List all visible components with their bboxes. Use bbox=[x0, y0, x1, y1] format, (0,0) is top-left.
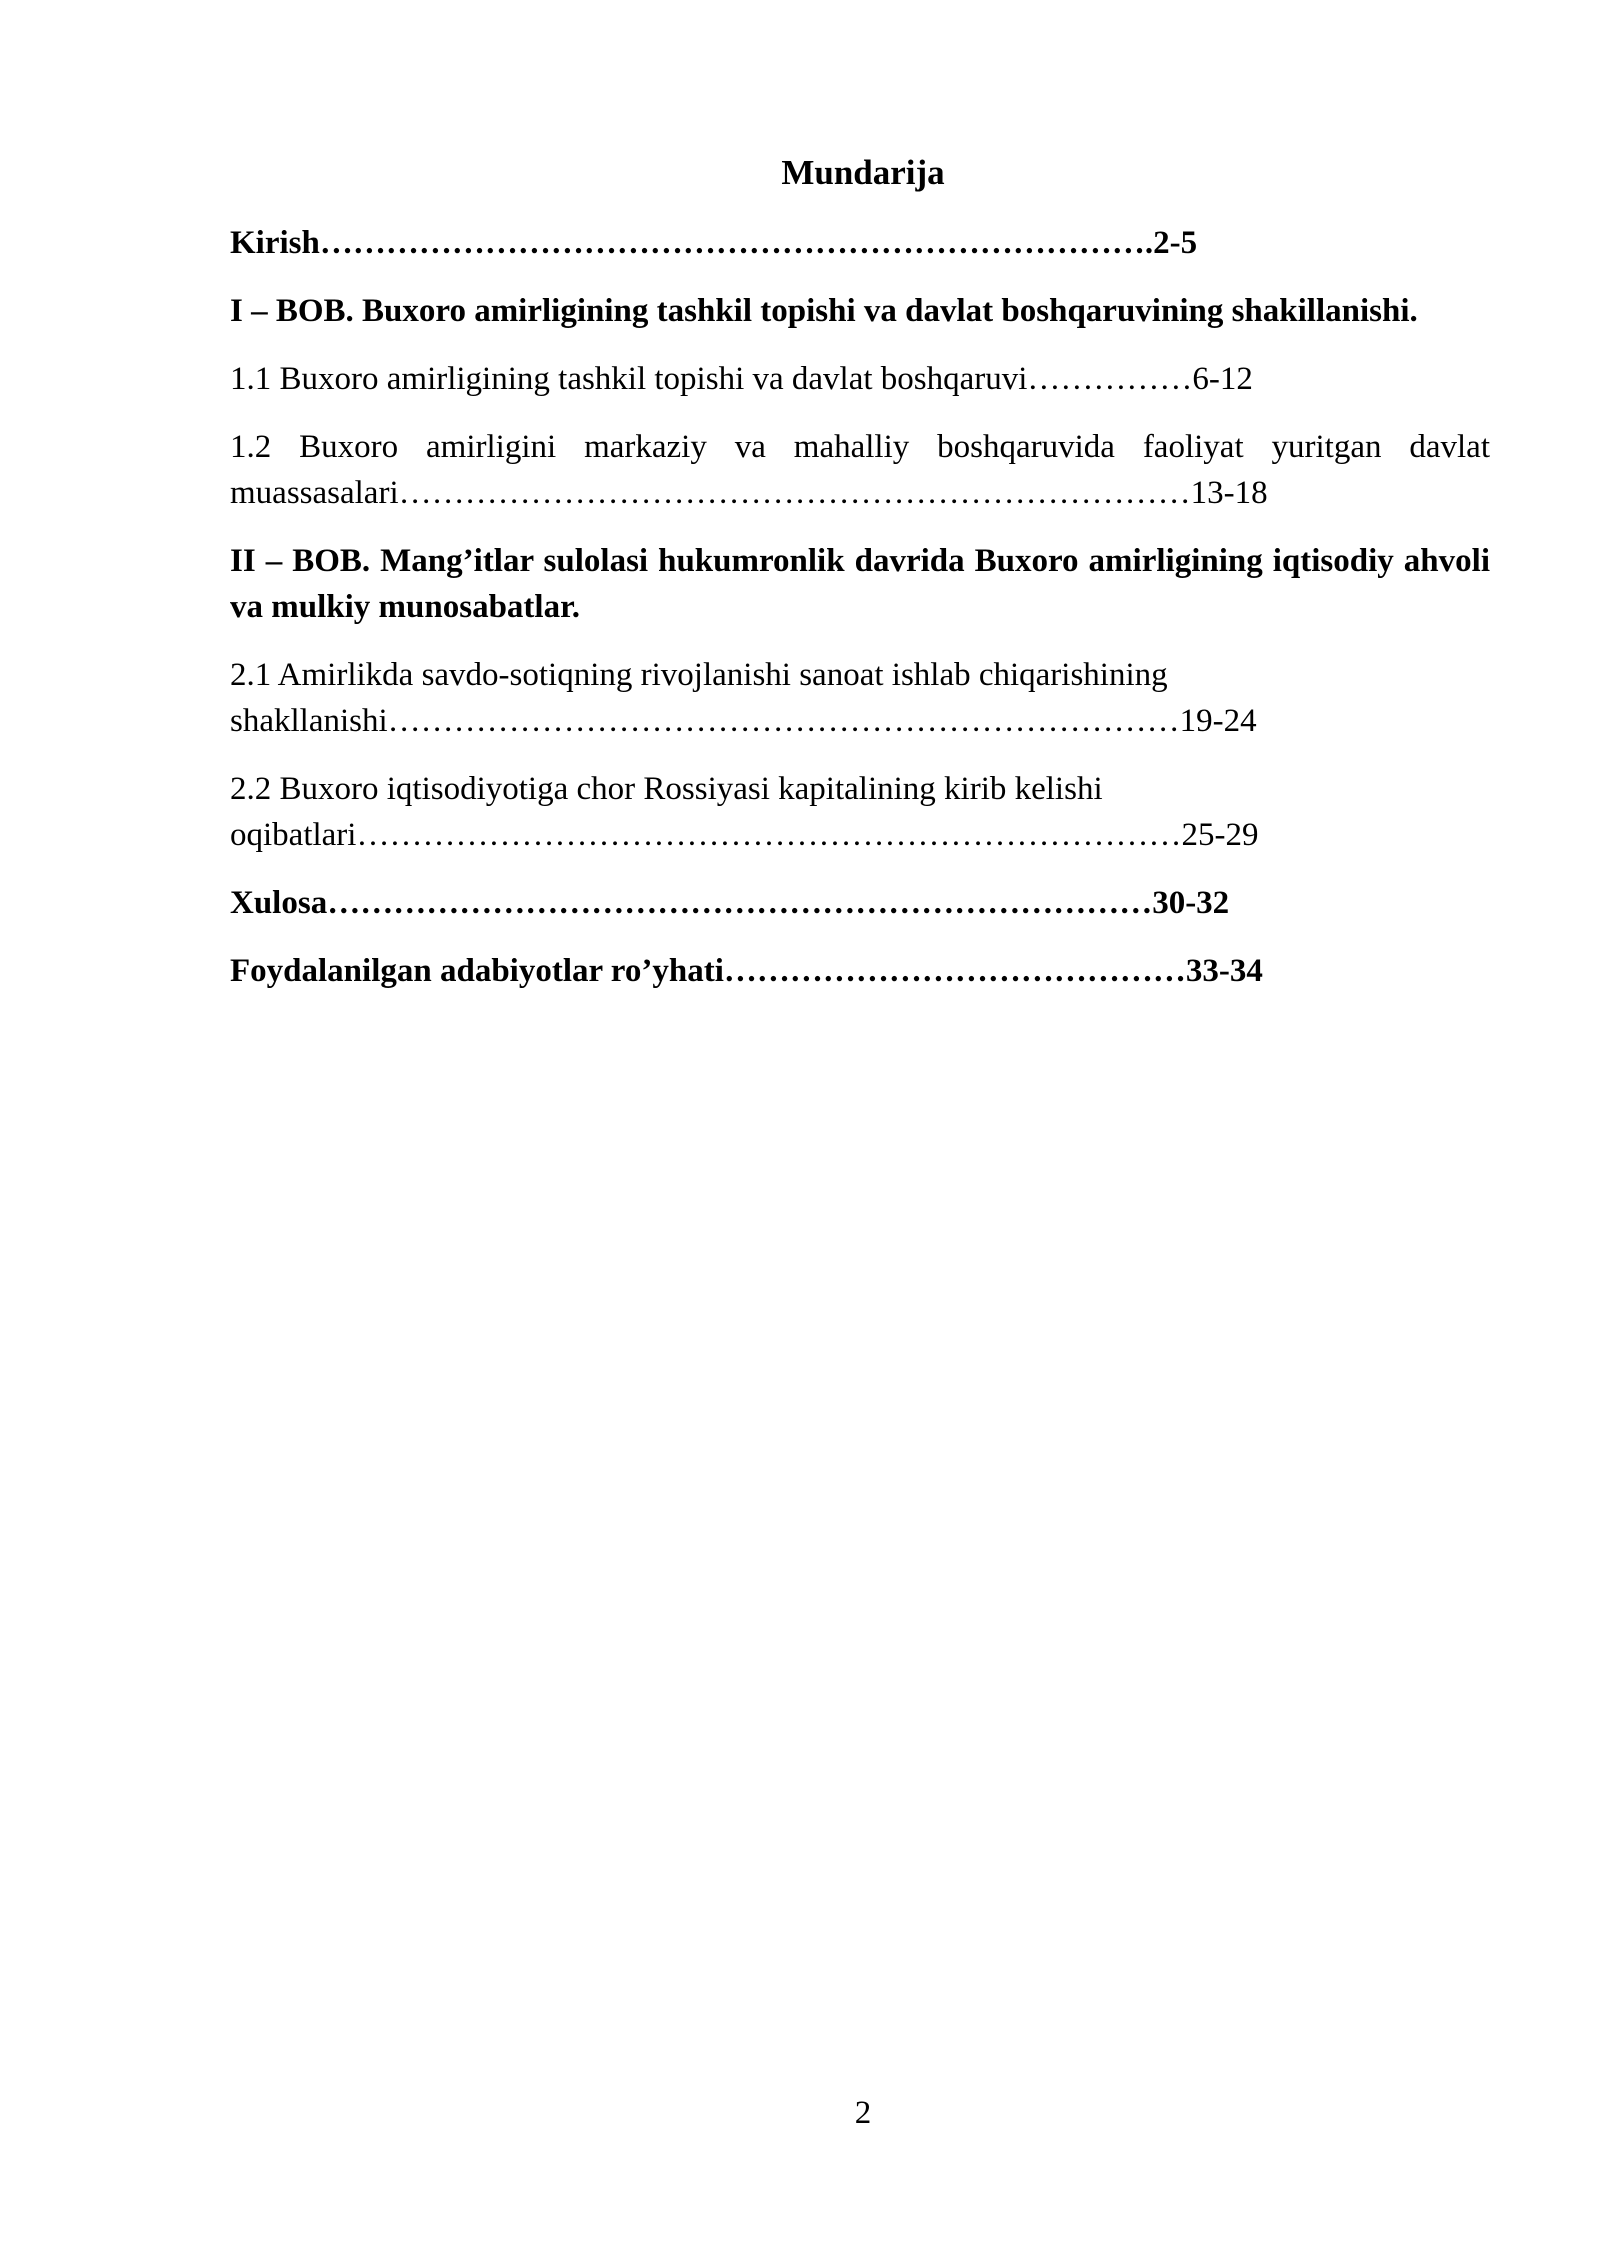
toc-section-1-2-line1: 1.2 Buxoro amirligini markaziy va mahalliy boshqaruvida faoliyat yuritgan davlat bbox=[230, 429, 1490, 465]
toc-section-2-1-line1: 2.1 Amirlikda savdo-sotiqning rivojlanishi sanoat ishlab chiqarishining bbox=[230, 657, 1168, 693]
page-title: Mundarija bbox=[781, 153, 945, 192]
toc-entry-xulosa: Xulosa…………………………………………………………………30-32 bbox=[230, 885, 1230, 921]
toc-entry-bibliography: Foydalanilgan adabiyotlar ro’yhati……………………………………33-34 bbox=[230, 953, 1263, 989]
toc-section-1-2-line2: muassasalari………………………………………………………………13-18 bbox=[230, 475, 1268, 511]
toc-section-2-1-line2: shakllanishi………………………………………………………………19-24 bbox=[230, 703, 1257, 739]
toc-entry-kirish: Kirish………………………………………………………………….2-5 bbox=[230, 225, 1198, 261]
toc-chapter-2-heading: II – BOB. Mang’itlar sulolasi hukumronlik davrida Buxoro amirligining iqtisodiy ahvoli va mulkiy munosabatlar. bbox=[230, 543, 1490, 625]
page-number: 2 bbox=[854, 2095, 872, 2131]
toc-section-1-1: 1.1 Buxoro amirligining tashkil topishi va davlat boshqaruvi……………6-12 bbox=[230, 361, 1253, 397]
toc-section-1-2 bbox=[230, 424, 1490, 516]
toc-section-2-1 bbox=[230, 652, 1490, 744]
toc-chapter-1-heading: I – BOB. Buxoro amirligining tashkil topishi va davlat boshqaruvining shakillanishi. bbox=[230, 293, 1418, 329]
toc-section-2-2-line1: 2.2 Buxoro iqtisodiyotiga chor Rossiyasi kapitalining kirib kelishi bbox=[230, 771, 1103, 807]
toc-section-2-2-line2: oqibatlari…………………………………………………………………25-29 bbox=[230, 817, 1259, 853]
toc-section-2-2 bbox=[230, 766, 1490, 858]
table-of-contents bbox=[230, 220, 1490, 1016]
